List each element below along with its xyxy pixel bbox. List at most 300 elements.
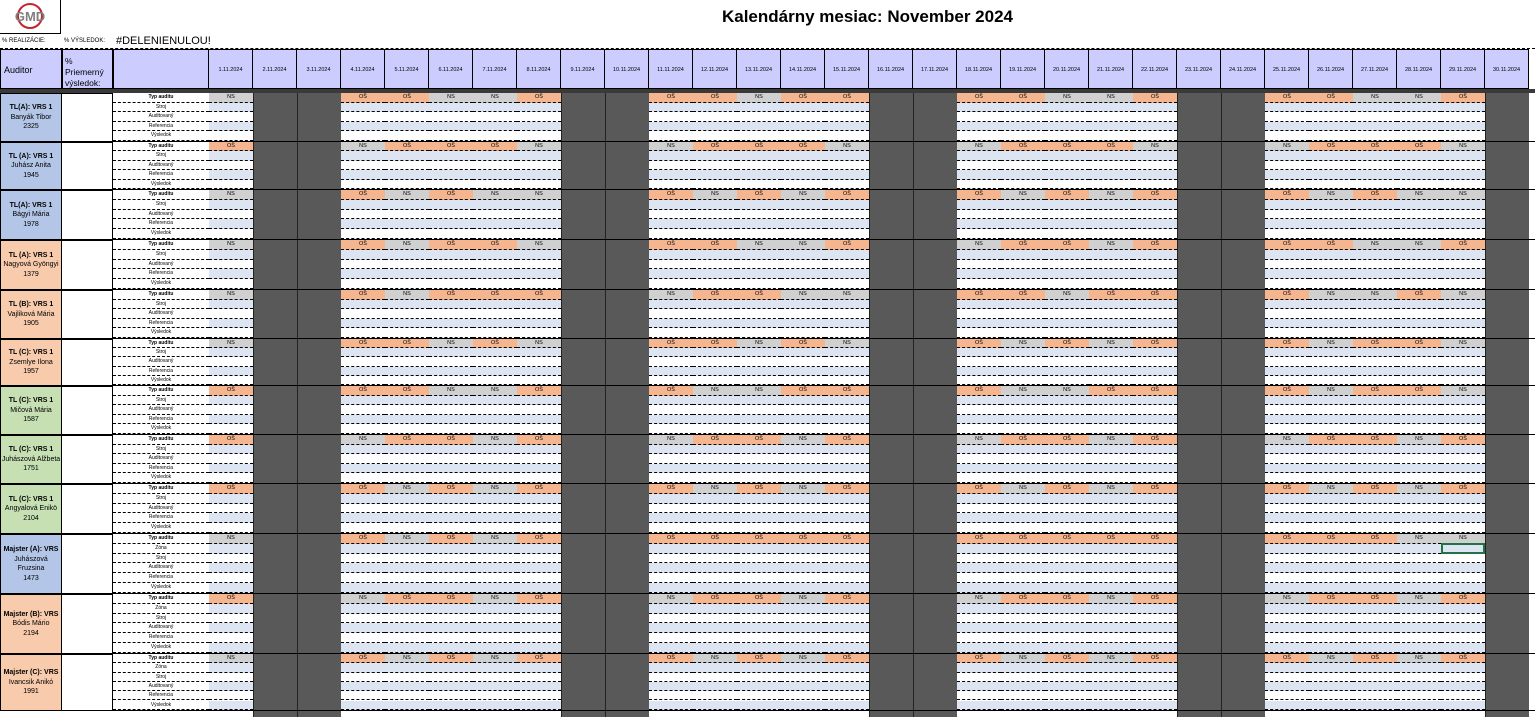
audit-type-cell[interactable]: NS — [209, 534, 253, 544]
input-cell[interactable] — [517, 464, 561, 474]
input-cell[interactable] — [1441, 554, 1485, 564]
day-header[interactable]: 7.11.2024 — [473, 49, 517, 89]
audit-type-cell[interactable]: OŠ — [825, 484, 869, 494]
audit-type-cell[interactable]: OŠ — [737, 594, 781, 604]
input-cell[interactable] — [781, 260, 825, 270]
input-cell[interactable] — [1397, 328, 1441, 338]
input-cell[interactable] — [1397, 464, 1441, 474]
input-cell[interactable] — [1089, 396, 1133, 406]
input-cell[interactable] — [1309, 269, 1353, 279]
input-cell[interactable] — [429, 445, 473, 455]
audit-type-cell[interactable]: NS — [341, 594, 385, 604]
input-cell[interactable] — [1353, 260, 1397, 270]
input-cell[interactable] — [737, 122, 781, 132]
audit-type-cell[interactable]: OŠ — [1441, 654, 1485, 663]
audit-type-cell[interactable]: NS — [1089, 594, 1133, 604]
audit-type-cell[interactable]: OŠ — [1001, 534, 1045, 544]
input-cell[interactable] — [957, 643, 1001, 653]
input-cell[interactable] — [517, 523, 561, 533]
input-cell[interactable] — [1089, 614, 1133, 624]
input-cell[interactable] — [385, 454, 429, 464]
input-cell[interactable] — [209, 682, 253, 691]
input-cell[interactable] — [693, 614, 737, 624]
input-cell[interactable] — [957, 691, 1001, 700]
input-cell[interactable] — [1089, 131, 1133, 141]
input-cell[interactable] — [385, 170, 429, 179]
input-cell[interactable] — [1089, 663, 1133, 672]
input-cell[interactable] — [209, 663, 253, 672]
input-cell[interactable] — [517, 494, 561, 504]
audit-type-cell[interactable]: OŠ — [825, 93, 869, 103]
input-cell[interactable] — [1001, 269, 1045, 279]
input-cell[interactable] — [473, 682, 517, 691]
input-cell[interactable] — [517, 643, 561, 653]
input-cell[interactable] — [1133, 623, 1177, 633]
input-cell[interactable] — [1089, 573, 1133, 583]
audit-type-cell[interactable]: NS — [957, 594, 1001, 604]
input-cell[interactable] — [1265, 103, 1309, 113]
input-cell[interactable] — [781, 504, 825, 514]
input-cell[interactable] — [1441, 663, 1485, 672]
input-cell[interactable] — [209, 563, 253, 573]
input-cell[interactable] — [737, 513, 781, 523]
input-cell[interactable] — [1001, 494, 1045, 504]
audit-type-cell[interactable]: OŠ — [385, 339, 429, 348]
audit-type-cell[interactable]: NS — [1001, 654, 1045, 663]
input-cell[interactable] — [1353, 633, 1397, 643]
audit-type-cell[interactable]: NS — [1441, 339, 1485, 348]
input-cell[interactable] — [957, 405, 1001, 415]
input-cell[interactable] — [825, 131, 869, 141]
input-cell[interactable] — [1133, 691, 1177, 700]
input-cell[interactable] — [429, 513, 473, 523]
input-cell[interactable] — [209, 633, 253, 643]
input-cell[interactable] — [825, 269, 869, 279]
audit-type-cell[interactable]: OŠ — [737, 435, 781, 445]
input-cell[interactable] — [429, 633, 473, 643]
input-cell[interactable] — [1353, 405, 1397, 415]
day-header[interactable]: 16.11.2024 — [869, 49, 913, 89]
audit-type-cell[interactable]: OŠ — [385, 386, 429, 396]
input-cell[interactable] — [429, 279, 473, 289]
input-cell[interactable] — [517, 504, 561, 514]
input-cell[interactable] — [649, 170, 693, 179]
day-header[interactable]: 10.11.2024 — [605, 49, 649, 89]
input-cell[interactable] — [1309, 219, 1353, 229]
input-cell[interactable] — [385, 200, 429, 210]
input-cell[interactable] — [1089, 300, 1133, 310]
input-cell[interactable] — [781, 151, 825, 160]
input-cell[interactable] — [737, 554, 781, 564]
input-cell[interactable] — [781, 554, 825, 564]
audit-type-cell[interactable]: NS — [1397, 435, 1441, 445]
input-cell[interactable] — [1045, 112, 1089, 122]
input-cell[interactable] — [649, 513, 693, 523]
input-cell[interactable] — [1265, 376, 1309, 385]
input-cell[interactable] — [1441, 309, 1485, 319]
input-cell[interactable] — [1133, 250, 1177, 260]
audit-type-cell[interactable]: NS — [825, 142, 869, 151]
header-auditor[interactable]: Auditor — [0, 49, 62, 89]
input-cell[interactable] — [1353, 122, 1397, 132]
audit-type-cell[interactable]: OŠ — [1265, 339, 1309, 348]
input-cell[interactable] — [473, 663, 517, 672]
input-cell[interactable] — [1001, 279, 1045, 289]
input-cell[interactable] — [781, 573, 825, 583]
input-cell[interactable] — [1309, 464, 1353, 474]
audit-type-cell[interactable]: NS — [1309, 386, 1353, 396]
input-cell[interactable] — [957, 122, 1001, 132]
input-cell[interactable] — [737, 445, 781, 455]
input-cell[interactable] — [737, 260, 781, 270]
input-cell[interactable] — [737, 279, 781, 289]
input-cell[interactable] — [1441, 357, 1485, 366]
audit-type-cell[interactable]: OŠ — [1133, 240, 1177, 250]
audit-type-cell[interactable]: OŠ — [649, 534, 693, 544]
input-cell[interactable] — [649, 219, 693, 229]
audit-type-cell[interactable]: OŠ — [209, 435, 253, 445]
input-cell[interactable] — [517, 319, 561, 329]
input-cell[interactable] — [781, 544, 825, 554]
input-cell[interactable] — [825, 300, 869, 310]
audit-type-cell[interactable]: NS — [649, 290, 693, 300]
input-cell[interactable] — [1001, 523, 1045, 533]
input-cell[interactable] — [693, 554, 737, 564]
audit-type-cell[interactable]: NS — [1397, 594, 1441, 604]
input-cell[interactable] — [209, 464, 253, 474]
input-cell[interactable] — [649, 673, 693, 682]
input-cell[interactable] — [1133, 633, 1177, 643]
input-cell[interactable] — [517, 161, 561, 170]
audit-type-cell[interactable]: OŠ — [825, 594, 869, 604]
input-cell[interactable] — [1133, 328, 1177, 338]
input-cell[interactable] — [1353, 112, 1397, 122]
input-cell[interactable] — [341, 415, 385, 425]
input-cell[interactable] — [341, 701, 385, 710]
input-cell[interactable] — [1397, 494, 1441, 504]
input-cell[interactable] — [781, 691, 825, 700]
input-cell[interactable] — [341, 131, 385, 141]
input-cell[interactable] — [1397, 445, 1441, 455]
input-cell[interactable] — [825, 445, 869, 455]
input-cell[interactable] — [737, 464, 781, 474]
input-cell[interactable] — [781, 424, 825, 434]
audit-type-cell[interactable]: OŠ — [517, 290, 561, 300]
input-cell[interactable] — [517, 614, 561, 624]
audit-type-cell[interactable]: NS — [781, 190, 825, 200]
auditor-cell[interactable] — [0, 484, 62, 534]
input-cell[interactable] — [1045, 250, 1089, 260]
input-cell[interactable] — [429, 170, 473, 179]
input-cell[interactable] — [429, 614, 473, 624]
input-cell[interactable] — [1001, 614, 1045, 624]
input-cell[interactable] — [1001, 643, 1045, 653]
audit-type-cell[interactable]: NS — [1265, 142, 1309, 151]
input-cell[interactable] — [517, 701, 561, 710]
audit-type-cell[interactable]: OŠ — [737, 534, 781, 544]
audit-type-cell[interactable]: OŠ — [429, 290, 473, 300]
input-cell[interactable] — [1265, 367, 1309, 376]
audit-type-cell[interactable]: OŠ — [429, 654, 473, 663]
input-cell[interactable] — [1353, 691, 1397, 700]
input-cell[interactable] — [737, 103, 781, 113]
input-cell[interactable] — [825, 279, 869, 289]
audit-type-cell[interactable]: NS — [957, 240, 1001, 250]
input-cell[interactable] — [341, 663, 385, 672]
input-cell[interactable] — [957, 112, 1001, 122]
input-cell[interactable] — [1001, 250, 1045, 260]
input-cell[interactable] — [517, 300, 561, 310]
input-cell[interactable] — [1309, 682, 1353, 691]
input-cell[interactable] — [1353, 623, 1397, 633]
input-cell[interactable] — [473, 260, 517, 270]
input-cell[interactable] — [1133, 513, 1177, 523]
input-cell[interactable] — [1309, 229, 1353, 239]
input-cell[interactable] — [737, 180, 781, 189]
audit-type-cell[interactable]: NS — [385, 654, 429, 663]
input-cell[interactable] — [209, 554, 253, 564]
input-cell[interactable] — [385, 494, 429, 504]
input-cell[interactable] — [1133, 473, 1177, 483]
input-cell[interactable] — [737, 415, 781, 425]
audit-type-cell[interactable]: NS — [693, 386, 737, 396]
audit-type-cell[interactable]: NS — [1353, 240, 1397, 250]
audit-type-cell[interactable]: OŠ — [473, 142, 517, 151]
day-header[interactable]: 1.11.2024 — [209, 49, 253, 89]
audit-type-cell[interactable]: NS — [517, 339, 561, 348]
input-cell[interactable] — [1001, 180, 1045, 189]
input-cell[interactable] — [385, 473, 429, 483]
input-cell[interactable] — [1309, 396, 1353, 406]
average-result-cell[interactable] — [62, 594, 113, 654]
input-cell[interactable] — [1089, 112, 1133, 122]
input-cell[interactable] — [781, 210, 825, 220]
audit-type-cell[interactable]: OŠ — [1045, 484, 1089, 494]
input-cell[interactable] — [517, 513, 561, 523]
input-cell[interactable] — [693, 229, 737, 239]
input-cell[interactable] — [429, 300, 473, 310]
input-cell[interactable] — [1045, 131, 1089, 141]
input-cell[interactable] — [1265, 300, 1309, 310]
input-cell[interactable] — [1133, 260, 1177, 270]
input-cell[interactable] — [1309, 210, 1353, 220]
input-cell[interactable] — [693, 691, 737, 700]
input-cell[interactable] — [1045, 229, 1089, 239]
input-cell[interactable] — [649, 424, 693, 434]
input-cell[interactable] — [517, 691, 561, 700]
input-cell[interactable] — [341, 309, 385, 319]
input-cell[interactable] — [1001, 367, 1045, 376]
input-cell[interactable] — [517, 544, 561, 554]
input-cell[interactable] — [781, 328, 825, 338]
input-cell[interactable] — [781, 103, 825, 113]
input-cell[interactable] — [385, 523, 429, 533]
input-cell[interactable] — [1089, 309, 1133, 319]
audit-type-cell[interactable]: OŠ — [957, 484, 1001, 494]
input-cell[interactable] — [1133, 161, 1177, 170]
input-cell[interactable] — [1045, 682, 1089, 691]
input-cell[interactable] — [1353, 279, 1397, 289]
input-cell[interactable] — [517, 573, 561, 583]
input-cell[interactable] — [429, 210, 473, 220]
input-cell[interactable] — [781, 633, 825, 643]
input-cell[interactable] — [693, 473, 737, 483]
input-cell[interactable] — [1309, 376, 1353, 385]
input-cell[interactable] — [473, 691, 517, 700]
audit-type-cell[interactable]: OŠ — [957, 534, 1001, 544]
input-cell[interactable] — [1441, 348, 1485, 357]
input-cell[interactable] — [737, 643, 781, 653]
input-cell[interactable] — [781, 513, 825, 523]
input-cell[interactable] — [1001, 131, 1045, 141]
audit-type-cell[interactable]: NS — [1089, 93, 1133, 103]
audit-type-cell[interactable]: NS — [1309, 484, 1353, 494]
input-cell[interactable] — [737, 112, 781, 122]
input-cell[interactable] — [957, 663, 1001, 672]
input-cell[interactable] — [1133, 673, 1177, 682]
input-cell[interactable] — [209, 691, 253, 700]
input-cell[interactable] — [1353, 250, 1397, 260]
input-cell[interactable] — [649, 454, 693, 464]
input-cell[interactable] — [957, 623, 1001, 633]
audit-type-cell[interactable]: NS — [1397, 654, 1441, 663]
input-cell[interactable] — [781, 701, 825, 710]
audit-type-cell[interactable]: OŠ — [1133, 290, 1177, 300]
input-cell[interactable] — [385, 161, 429, 170]
input-cell[interactable] — [1045, 573, 1089, 583]
day-header[interactable]: 25.11.2024 — [1265, 49, 1309, 89]
input-cell[interactable] — [1133, 269, 1177, 279]
audit-type-cell[interactable]: OŠ — [825, 190, 869, 200]
input-cell[interactable] — [1045, 614, 1089, 624]
audit-type-cell[interactable]: OŠ — [473, 339, 517, 348]
input-cell[interactable] — [1309, 504, 1353, 514]
input-cell[interactable] — [209, 131, 253, 141]
auditor-cell[interactable] — [0, 386, 62, 435]
audit-type-cell[interactable]: OŠ — [825, 435, 869, 445]
audit-type-cell[interactable]: OŠ — [649, 339, 693, 348]
input-cell[interactable] — [1089, 673, 1133, 682]
input-cell[interactable] — [737, 229, 781, 239]
input-cell[interactable] — [1441, 376, 1485, 385]
input-cell[interactable] — [649, 200, 693, 210]
input-cell[interactable] — [1265, 701, 1309, 710]
audit-type-cell[interactable]: NS — [209, 93, 253, 103]
input-cell[interactable] — [825, 367, 869, 376]
input-cell[interactable] — [1089, 219, 1133, 229]
audit-type-cell[interactable]: NS — [1265, 435, 1309, 445]
input-cell[interactable] — [473, 454, 517, 464]
input-cell[interactable] — [1265, 643, 1309, 653]
input-cell[interactable] — [1353, 504, 1397, 514]
day-header[interactable]: 27.11.2024 — [1353, 49, 1397, 89]
input-cell[interactable] — [781, 563, 825, 573]
input-cell[interactable] — [737, 367, 781, 376]
input-cell[interactable] — [825, 180, 869, 189]
input-cell[interactable] — [209, 309, 253, 319]
input-cell[interactable] — [1441, 229, 1485, 239]
input-cell[interactable] — [1265, 112, 1309, 122]
average-result-cell[interactable] — [62, 654, 113, 711]
audit-type-cell[interactable]: NS — [781, 240, 825, 250]
input-cell[interactable] — [209, 643, 253, 653]
input-cell[interactable] — [957, 348, 1001, 357]
input-cell[interactable] — [957, 454, 1001, 464]
input-cell[interactable] — [473, 131, 517, 141]
audit-type-cell[interactable]: NS — [649, 594, 693, 604]
audit-type-cell[interactable]: OŠ — [341, 534, 385, 544]
input-cell[interactable] — [1441, 583, 1485, 593]
input-cell[interactable] — [385, 445, 429, 455]
input-cell[interactable] — [957, 180, 1001, 189]
input-cell[interactable] — [1001, 405, 1045, 415]
input-cell[interactable] — [825, 122, 869, 132]
audit-type-cell[interactable]: OŠ — [1309, 594, 1353, 604]
input-cell[interactable] — [429, 691, 473, 700]
day-header[interactable]: 21.11.2024 — [1089, 49, 1133, 89]
input-cell[interactable] — [429, 348, 473, 357]
input-cell[interactable] — [1397, 200, 1441, 210]
audit-type-cell[interactable]: NS — [649, 142, 693, 151]
input-cell[interactable] — [1001, 691, 1045, 700]
input-cell[interactable] — [1353, 219, 1397, 229]
audit-type-cell[interactable]: OŠ — [1133, 93, 1177, 103]
input-cell[interactable] — [517, 623, 561, 633]
input-cell[interactable] — [385, 396, 429, 406]
audit-type-cell[interactable]: OŠ — [1309, 240, 1353, 250]
input-cell[interactable] — [1133, 122, 1177, 132]
input-cell[interactable] — [1265, 663, 1309, 672]
audit-type-cell[interactable]: NS — [1089, 654, 1133, 663]
input-cell[interactable] — [517, 269, 561, 279]
input-cell[interactable] — [737, 424, 781, 434]
input-cell[interactable] — [781, 170, 825, 179]
input-cell[interactable] — [429, 112, 473, 122]
input-cell[interactable] — [649, 415, 693, 425]
input-cell[interactable] — [517, 250, 561, 260]
input-cell[interactable] — [1089, 633, 1133, 643]
input-cell[interactable] — [1397, 424, 1441, 434]
input-cell[interactable] — [209, 367, 253, 376]
input-cell[interactable] — [1441, 151, 1485, 160]
input-cell[interactable] — [649, 229, 693, 239]
input-cell[interactable] — [429, 573, 473, 583]
audit-type-cell[interactable]: OŠ — [517, 484, 561, 494]
audit-type-cell[interactable]: NS — [473, 594, 517, 604]
audit-type-cell[interactable]: NS — [737, 240, 781, 250]
input-cell[interactable] — [429, 673, 473, 682]
input-cell[interactable] — [429, 554, 473, 564]
input-cell[interactable] — [1133, 200, 1177, 210]
input-cell[interactable] — [341, 583, 385, 593]
input-cell[interactable] — [473, 604, 517, 614]
auditor-cell[interactable] — [0, 240, 62, 290]
input-cell[interactable] — [1309, 103, 1353, 113]
input-cell[interactable] — [825, 701, 869, 710]
average-result-cell[interactable] — [62, 240, 113, 290]
input-cell[interactable] — [825, 473, 869, 483]
input-cell[interactable] — [209, 112, 253, 122]
audit-type-cell[interactable]: OŠ — [1045, 654, 1089, 663]
input-cell[interactable] — [1441, 513, 1485, 523]
input-cell[interactable] — [1397, 633, 1441, 643]
input-cell[interactable] — [385, 367, 429, 376]
input-cell[interactable] — [1001, 454, 1045, 464]
input-cell[interactable] — [385, 424, 429, 434]
input-cell[interactable] — [517, 103, 561, 113]
audit-type-cell[interactable]: OŠ — [1045, 435, 1089, 445]
audit-type-cell[interactable]: NS — [693, 190, 737, 200]
